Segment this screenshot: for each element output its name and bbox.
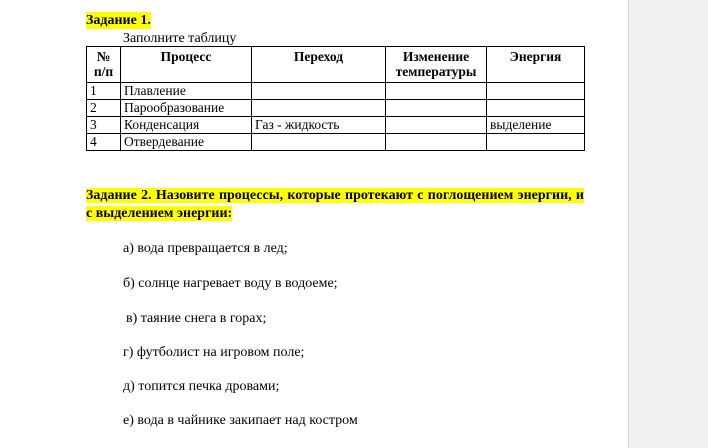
task1-title: Задание 1. xyxy=(86,13,151,28)
table-header-row xyxy=(87,47,585,83)
header-transition: Переход xyxy=(252,47,386,83)
cell-transition xyxy=(252,83,386,100)
list-item: г) футболист на игровом поле; xyxy=(123,345,305,360)
table-row xyxy=(87,117,585,134)
cell-temperature xyxy=(386,83,487,100)
cell-energy xyxy=(487,83,585,100)
cell-energy: выделение xyxy=(487,117,585,134)
cell-temperature xyxy=(386,134,487,151)
task1-instruction: Заполните таблицу xyxy=(123,31,237,46)
list-item: а) вода превращается в лед; xyxy=(123,241,288,256)
list-item: е) вода в чайнике закипает над костром xyxy=(123,413,358,428)
cell-transition xyxy=(252,100,386,117)
cell-transition xyxy=(252,134,386,151)
cell-num: 2 xyxy=(87,100,121,117)
process-table xyxy=(86,46,585,151)
table-row xyxy=(87,100,585,117)
cell-process: Парообразование xyxy=(121,100,252,117)
cell-num: 4 xyxy=(87,134,121,151)
header-num: № п/п xyxy=(87,47,121,83)
cell-process: Плавление xyxy=(121,83,252,100)
task2-title-text: Задание 2. Назовите процессы, которые протекают с поглощением энергии, и с выделением энергии: xyxy=(86,188,584,221)
list-item: д) топится печка дровами; xyxy=(123,379,280,394)
list-item: в) таяние снега в горах; xyxy=(126,311,267,326)
task2-title xyxy=(86,187,584,223)
table-row xyxy=(87,83,585,100)
header-energy: Энергия xyxy=(487,47,585,83)
cell-process: Отвердевание xyxy=(121,134,252,151)
header-temperature: Изменение температуры xyxy=(386,47,487,83)
cell-transition: Газ - жидкость xyxy=(252,117,386,134)
cell-process: Конденсация xyxy=(121,117,252,134)
cell-num: 1 xyxy=(87,83,121,100)
cell-energy xyxy=(487,100,585,117)
cell-num: 3 xyxy=(87,117,121,134)
cell-temperature xyxy=(386,100,487,117)
cell-energy xyxy=(487,134,585,151)
editor-gutter xyxy=(628,0,708,448)
list-item: б) солнце нагревает воду в водоеме; xyxy=(123,276,338,291)
header-process: Процесс xyxy=(121,47,252,83)
table-row xyxy=(87,134,585,151)
cell-temperature xyxy=(386,117,487,134)
